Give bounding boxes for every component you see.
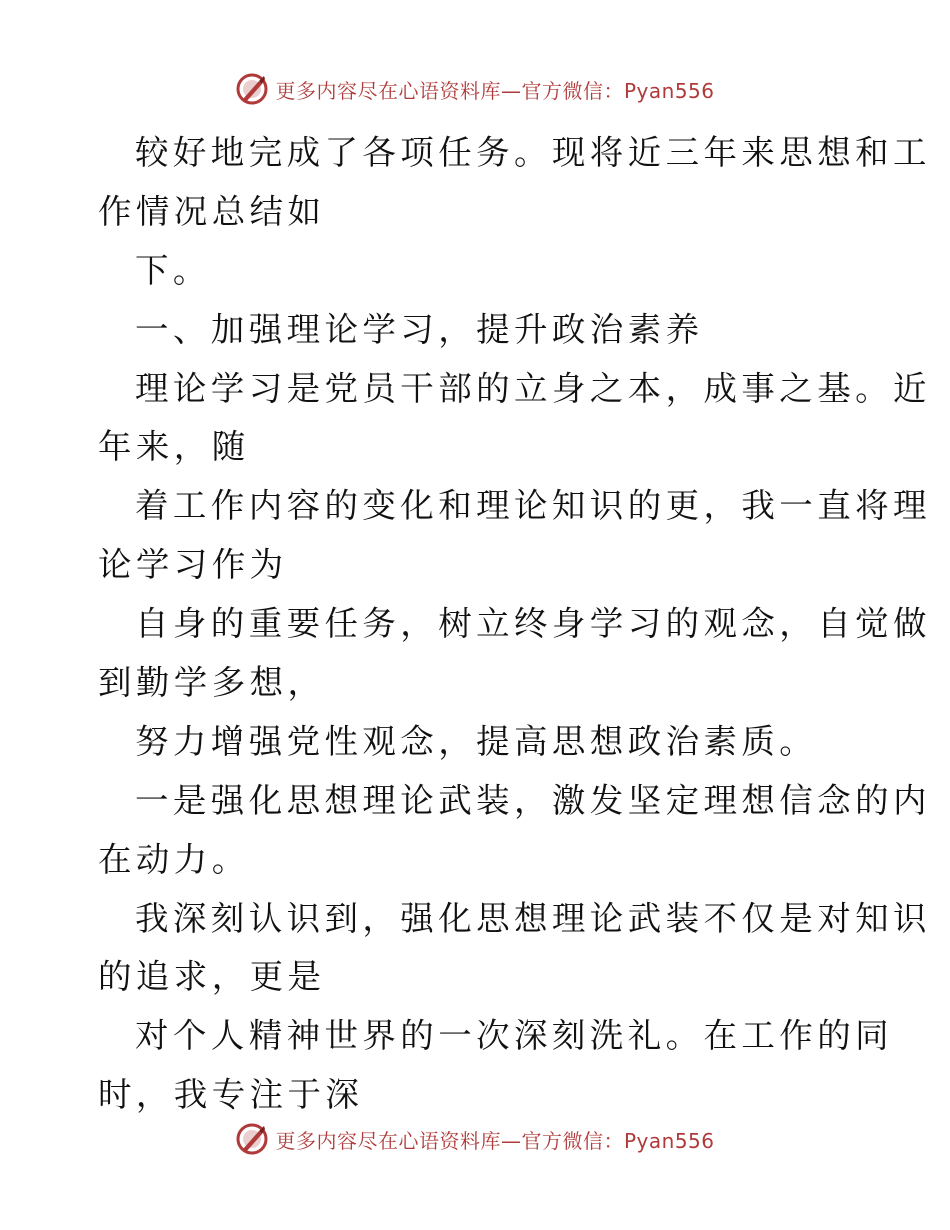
text-line: 论学习作为 <box>98 545 288 585</box>
text-line: 的追求，更是 <box>98 957 326 997</box>
text-line: 在动力。 <box>98 839 250 879</box>
text-line: 一是强化思想理论武装，激发坚定理想信念的内 <box>135 780 931 820</box>
text-line: 到勤学多想， <box>98 663 326 703</box>
footer-watermark <box>0 1122 950 1156</box>
text-line: 对个人精神世界的一次深刻洗礼。在工作的同 <box>135 1016 893 1056</box>
text-line: 年来，随 <box>98 427 250 467</box>
text-line: 努力增强党性观念，提高思想政治素质。 <box>135 721 818 761</box>
text-line: 一、加强理论学习，提升政治素养 <box>135 309 704 349</box>
text-line: 我深刻认识到，强化思想理论武装不仅是对知识 <box>135 898 931 938</box>
quill-seal-icon <box>235 1122 269 1156</box>
watermark-text: 更多内容尽在心语资料库—官方微信：Pyan556 <box>275 78 715 103</box>
text-line: 下。 <box>135 250 211 290</box>
text-line: 较好地完成了各项任务。现将近三年来思想和工 <box>135 133 931 172</box>
text-line: 着工作内容的变化和理论知识的更，我一直将理 <box>135 486 931 526</box>
text-line: 作情况总结如 <box>98 191 326 231</box>
text-line: 自身的重要任务，树立终身学习的观念，自觉做 <box>135 604 931 644</box>
document-body <box>98 124 931 1125</box>
quill-seal-icon <box>235 72 269 106</box>
header-watermark <box>0 72 950 106</box>
text-line: 时，我专注于深 <box>98 1075 364 1115</box>
watermark-text: 更多内容尽在心语资料库—官方微信：Pyan556 <box>275 1128 715 1153</box>
text-line: 理论学习是党员干部的立身之本，成事之基。近 <box>135 368 931 408</box>
